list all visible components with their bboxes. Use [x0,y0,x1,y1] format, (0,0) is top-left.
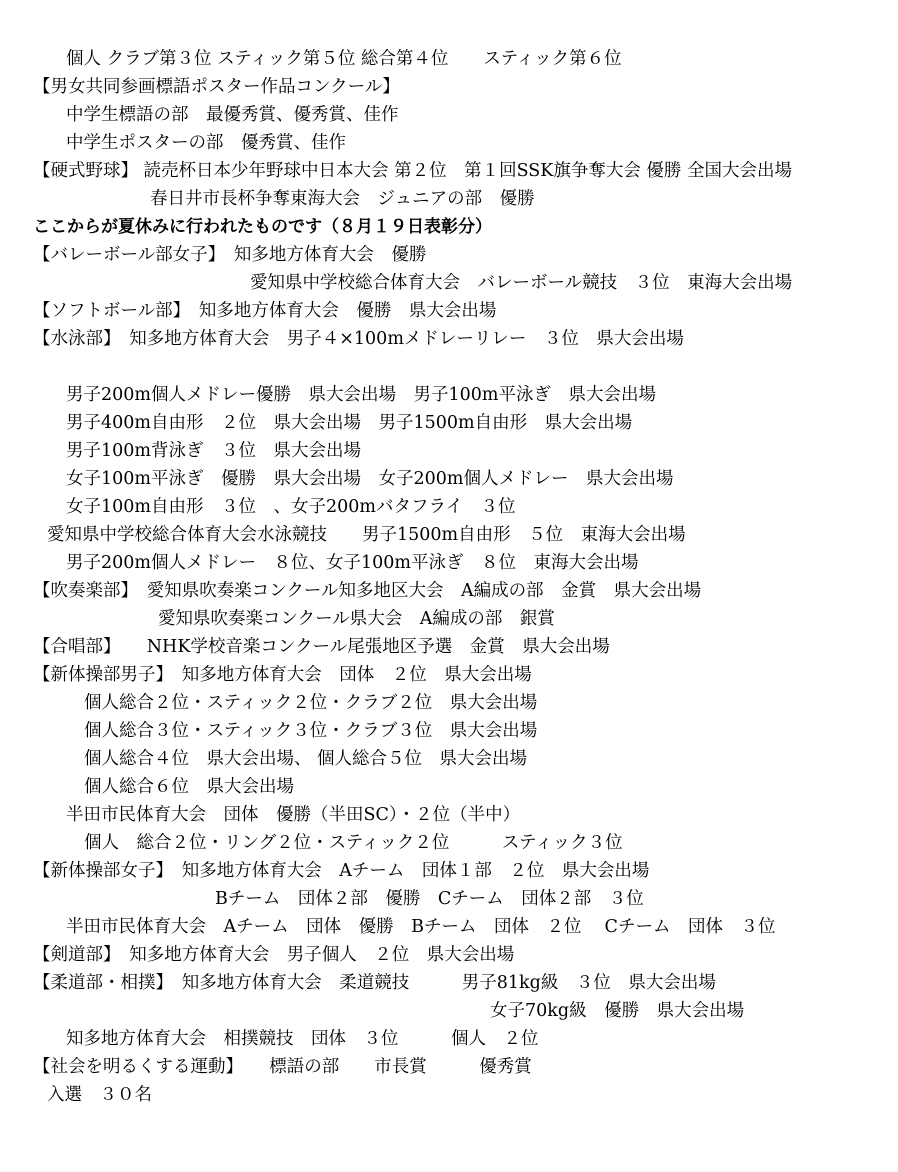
text-line: Bチーム 団体２部 優勝 Cチーム 団体２部 ３位 [215,889,644,909]
text-line: 女子100m平泳ぎ 優勝 県大会出場 女子200m個人メドレー 県大会出場 [66,469,674,489]
text-line: 中学生ポスターの部 優秀賞、佳作 [66,133,346,153]
text-line: 知多地方体育大会 相撲競技 団体 ３位 個人 ２位 [66,1029,539,1049]
section-heading: 【合唱部】 NHK学校音楽コンクール尾張地区予選 金賞 県大会出場 [33,637,610,657]
section-heading: 【バレーボール部女子】 知多地方体育大会 優勝 [33,245,427,265]
section-heading: 【男女共同参画標語ポスター作品コンクール】 [33,77,400,97]
text-line: 個人総合６位 県大会出場 [84,777,294,797]
text-line: 男子200m個人メドレー優勝 県大会出場 男子100m平泳ぎ 県大会出場 [66,385,656,405]
text-line: 半田市民体育大会 Aチーム 団体 優勝 Bチーム 団体 ２位 Cチーム 団体 ３位 [66,917,776,937]
text-line: 半田市民体育大会 団体 優勝（半田SC）・２位（半中） [66,805,521,825]
section-heading: 【剣道部】 知多地方体育大会 男子個人 ２位 県大会出場 [33,945,515,965]
text-line: 春日井市長杯争奪東海大会 ジュニアの部 優勝 [150,189,535,209]
text-line: 個人総合４位 県大会出場、 個人総合５位 県大会出場 [84,749,528,769]
text-line: 愛知県中学校総合体育大会 バレーボール競技 ３位 東海大会出場 [250,273,793,293]
section-heading: 【新体操部男子】 知多地方体育大会 団体 ２位 県大会出場 [33,665,532,685]
text-line: 男子100m背泳ぎ ３位 県大会出場 [66,441,361,461]
text-line: 中学生標語の部 最優秀賞、優秀賞、佳作 [66,105,399,125]
summer-heading: ここからが夏休みに行われたものです（８月１９日表彰分） [33,217,492,237]
text-line: 男子400m自由形 ２位 県大会出場 男子1500m自由形 県大会出場 [66,413,633,433]
text-line: 愛知県中学校総合体育大会水泳競技 男子1500m自由形 ５位 東海大会出場 [47,525,686,545]
section-heading: 【柔道部・相撲】 知多地方体育大会 柔道競技 男子81kg級 ３位 県大会出場 [33,973,716,993]
text-line: 女子100m自由形 ３位 、女子200mバタフライ ３位 [66,497,516,517]
section-heading: 【水泳部】 知多地方体育大会 男子４×100mメドレーリレー ３位 県大会出場 [33,329,684,349]
text-line: 個人総合２位・スティック２位・クラブ２位 県大会出場 [84,693,538,713]
section-heading: 【吹奏楽部】 愛知県吹奏楽コンクール知多地区大会 A編成の部 金賞 県大会出場 [33,581,702,601]
text-line: 女子70kg級 優勝 県大会出場 [490,1001,745,1021]
section-heading: 【ソフトボール部】 知多地方体育大会 優勝 県大会出場 [33,301,497,321]
text-line: 愛知県吹奏楽コンクール県大会 A編成の部 銀賞 [158,609,555,629]
text-line: 個人 総合２位・リング２位・スティック２位 スティック３位 [84,833,623,853]
section-heading: 【社会を明るくする運動】 標語の部 市長賞 優秀賞 [33,1057,532,1077]
text-line: 入選 ３０名 [47,1085,152,1105]
section-heading: 【新体操部女子】 知多地方体育大会 Aチーム 団体１部 ２位 県大会出場 [33,861,650,881]
text-line: 個人 クラブ第３位 スティック第５位 総合第４位 スティック第６位 [66,49,622,69]
text-line: 個人総合３位・スティック３位・クラブ３位 県大会出場 [84,721,538,741]
text-line: 男子200m個人メドレー ８位、女子100m平泳ぎ ８位 東海大会出場 [66,553,639,573]
section-heading: 【硬式野球】 読売杯日本少年野球中日本大会 第２位 第１回SSK旗争奪大会 優勝 全国大会出場 [33,161,792,181]
